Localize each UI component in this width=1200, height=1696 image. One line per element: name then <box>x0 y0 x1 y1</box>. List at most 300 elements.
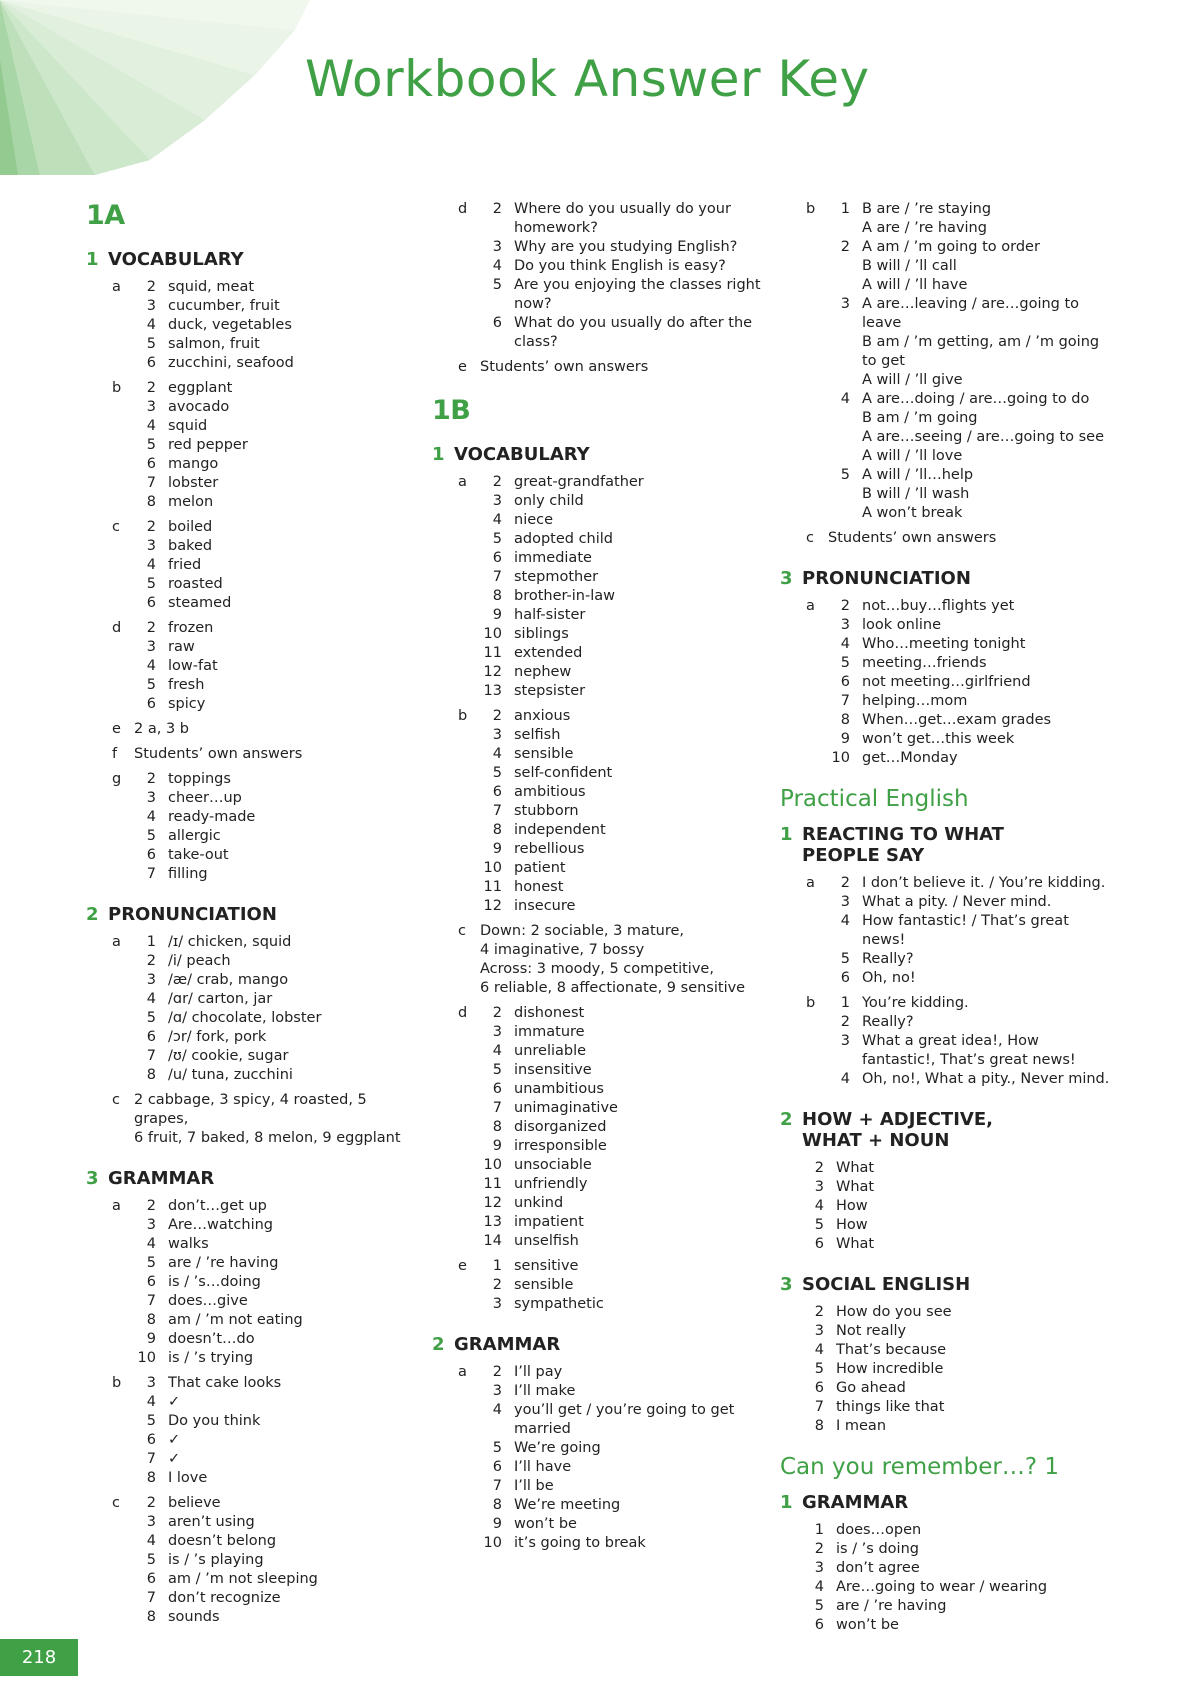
answer-text: fresh <box>168 677 205 693</box>
answer-item <box>134 1235 416 1254</box>
answer-number: 1 <box>146 934 156 950</box>
answer-item <box>802 1578 1110 1597</box>
answer-number: 6 <box>492 1081 502 1097</box>
answer-number: 3 <box>492 239 502 255</box>
answer-text: I mean <box>836 1418 887 1434</box>
exercise-letter: a <box>806 598 815 614</box>
answer-number: 1 <box>840 201 850 217</box>
answer-item <box>802 1216 1110 1235</box>
answer-number: 3 <box>840 617 850 633</box>
answer-item <box>480 707 762 726</box>
answer-number: 4 <box>146 557 156 573</box>
answer-number: 8 <box>146 1609 156 1625</box>
answer-text: fried <box>168 557 202 573</box>
answer-item <box>480 682 762 701</box>
answer-text: honest <box>514 879 564 895</box>
exercise-letter: c <box>112 1092 120 1108</box>
exercise-block <box>86 379 416 512</box>
answer-item <box>828 654 1110 673</box>
answer-item <box>480 1515 762 1534</box>
answer-text: sensitive <box>514 1258 579 1274</box>
answer-item <box>480 473 762 492</box>
exercise-block <box>780 529 1110 548</box>
answer-text: toppings <box>168 771 231 787</box>
answer-number: 6 <box>146 696 156 712</box>
answer-list <box>480 1004 762 1251</box>
answer-text: Students’ own answers <box>480 359 649 375</box>
answer-item <box>480 358 762 377</box>
answer-text: I’ll have <box>514 1459 572 1475</box>
answer-list <box>134 518 416 613</box>
section-label: GRAMMAR <box>108 1168 215 1189</box>
answer-text: Go ahead <box>836 1380 906 1396</box>
section-label: SOCIAL ENGLISH <box>802 1274 971 1295</box>
answer-number: 6 <box>146 847 156 863</box>
answer-item <box>802 1159 1110 1178</box>
section-label: PRONUNCIATION <box>802 568 971 589</box>
answer-item <box>480 1401 762 1439</box>
answer-number: 1 <box>840 995 850 1011</box>
answer-item <box>134 720 416 739</box>
answer-text: sympathetic <box>514 1296 604 1312</box>
answer-text: meeting…friends <box>862 655 987 671</box>
answer-item <box>802 1521 1110 1540</box>
exercise-letter: a <box>112 1198 121 1214</box>
section-label: VOCABULARY <box>108 249 244 270</box>
answer-text: ready-made <box>168 809 256 825</box>
answer-item <box>480 587 762 606</box>
answer-text: Oh, no! <box>862 970 916 986</box>
answer-list <box>828 200 1110 523</box>
answer-item <box>134 1431 416 1450</box>
answer-number: 8 <box>146 1312 156 1328</box>
section-heading <box>780 568 1110 589</box>
answer-text: /ɪ/ chicken, squid <box>168 934 292 950</box>
answer-text: Not really <box>836 1323 907 1339</box>
answer-text: A are…doing / are…going to do B am / ’m going A are…seeing / are…going to see A will / ’ll love <box>862 391 1105 464</box>
answer-text: I’ll make <box>514 1383 576 1399</box>
answer-number: 6 <box>146 1432 156 1448</box>
exercise-letter: b <box>458 708 468 724</box>
answer-number: 6 <box>840 674 850 690</box>
exercise-letter: b <box>112 380 122 396</box>
answer-list <box>480 200 762 352</box>
answer-item <box>480 859 762 878</box>
answer-list <box>134 1197 416 1368</box>
section-number: 2 <box>432 1334 445 1355</box>
exercise-letter: e <box>112 721 121 737</box>
answer-item <box>134 789 416 808</box>
answer-number: 5 <box>146 677 156 693</box>
answer-text: How <box>836 1198 868 1214</box>
answer-number: 2 <box>814 1160 824 1176</box>
answer-number: 10 <box>483 860 502 876</box>
page-number: 218 <box>0 1639 78 1676</box>
answer-number: 3 <box>146 399 156 415</box>
section-label: PRONUNCIATION <box>108 904 277 925</box>
answer-item <box>828 597 1110 616</box>
answer-text: get…Monday <box>862 750 958 766</box>
answer-number: 7 <box>840 693 850 709</box>
answer-text: self-confident <box>514 765 613 781</box>
answer-text: low-fat <box>168 658 218 674</box>
answer-column-3 <box>780 200 1110 1641</box>
answer-item <box>134 1513 416 1532</box>
answer-item <box>480 530 762 549</box>
answer-number: 10 <box>137 1350 156 1366</box>
answer-number: 8 <box>492 822 502 838</box>
exercise-block <box>86 619 416 714</box>
answer-number: 4 <box>146 1394 156 1410</box>
answer-number: 2 <box>492 201 502 217</box>
exercise-block <box>780 1159 1110 1254</box>
answer-text: Do you think <box>168 1413 261 1429</box>
answer-number: 6 <box>146 1571 156 1587</box>
answer-text: stepmother <box>514 569 599 585</box>
answer-text: What <box>836 1160 875 1176</box>
answer-number: 7 <box>492 1478 502 1494</box>
answer-text: insecure <box>514 898 576 914</box>
answer-number: 8 <box>146 494 156 510</box>
answer-number: 1 <box>492 1258 502 1274</box>
section-number: 2 <box>86 904 99 925</box>
answer-item <box>134 1091 416 1148</box>
green-section-heading: Practical English <box>780 786 969 812</box>
answer-item <box>828 466 1110 523</box>
answer-number: 3 <box>492 1383 502 1399</box>
answer-number: 8 <box>492 1119 502 1135</box>
answer-item <box>134 297 416 316</box>
answer-number: 2 <box>146 771 156 787</box>
answer-text: is / ’s…doing <box>168 1274 261 1290</box>
answer-number: 6 <box>492 784 502 800</box>
answer-item <box>480 726 762 745</box>
answer-number: 3 <box>840 1033 850 1049</box>
answer-number: 4 <box>492 746 502 762</box>
answer-number: 3 <box>492 493 502 509</box>
answer-item <box>828 529 1110 548</box>
answer-list <box>134 933 416 1085</box>
answer-item <box>134 846 416 865</box>
answer-item <box>828 295 1110 390</box>
answer-list <box>134 720 416 739</box>
answer-text: don’t agree <box>836 1560 920 1576</box>
section-number: 3 <box>86 1168 99 1189</box>
answer-item <box>480 644 762 663</box>
answer-text: doesn’t…do <box>168 1331 255 1347</box>
exercise-block <box>432 1257 762 1314</box>
answer-number: 12 <box>483 664 502 680</box>
answer-list <box>134 1374 416 1488</box>
exercise-letter: c <box>458 923 466 939</box>
exercise-letter: e <box>458 359 467 375</box>
answer-number: 5 <box>840 467 850 483</box>
answer-text: don’t…get up <box>168 1198 267 1214</box>
answer-number: 2 <box>492 474 502 490</box>
answer-item <box>134 1292 416 1311</box>
answer-item <box>480 1477 762 1496</box>
section-heading <box>780 824 1110 866</box>
answer-number: 2 <box>814 1541 824 1557</box>
answer-text: not meeting…girlfriend <box>862 674 1031 690</box>
answer-text: mango <box>168 456 219 472</box>
exercise-letter: b <box>806 201 816 217</box>
answer-item <box>134 1393 416 1412</box>
answer-text: only child <box>514 493 584 509</box>
answer-item <box>134 537 416 556</box>
answer-text: filling <box>168 866 208 882</box>
answer-text: Students’ own answers <box>828 530 997 546</box>
exercise-block <box>432 200 762 352</box>
answer-text: selfish <box>514 727 561 743</box>
section-heading <box>780 1274 1110 1295</box>
answer-list <box>134 1494 416 1627</box>
answer-number: 7 <box>492 1100 502 1116</box>
answer-item <box>480 1496 762 1515</box>
exercise-block <box>780 874 1110 988</box>
answer-number: 3 <box>814 1323 824 1339</box>
section-number: 3 <box>780 568 793 589</box>
answer-text: not…buy…flights yet <box>862 598 1015 614</box>
answer-number: 3 <box>146 1375 156 1391</box>
answer-text: unsociable <box>514 1157 592 1173</box>
answer-item <box>134 1028 416 1047</box>
answer-text: niece <box>514 512 554 528</box>
answer-text: is / ’s doing <box>836 1541 919 1557</box>
answer-number: 7 <box>146 1048 156 1064</box>
answer-column-1 <box>86 200 416 1633</box>
answer-item <box>480 1276 762 1295</box>
answer-item <box>134 455 416 474</box>
answer-item <box>828 893 1110 912</box>
section-heading <box>780 1492 1110 1513</box>
answer-text: unkind <box>514 1195 564 1211</box>
exercise-block <box>86 1197 416 1368</box>
answer-item <box>134 990 416 1009</box>
section-number: 3 <box>780 1274 793 1295</box>
section-label: HOW + ADJECTIVE, WHAT + NOUN <box>802 1109 993 1151</box>
answer-item <box>134 827 416 846</box>
answer-text: am / ’m not eating <box>168 1312 303 1328</box>
answer-number: 5 <box>492 1062 502 1078</box>
answer-text: Oh, no!, What a pity., Never mind. <box>862 1071 1110 1087</box>
answer-item <box>480 625 762 644</box>
answer-item <box>134 1608 416 1627</box>
answer-number: 5 <box>840 655 850 671</box>
answer-item <box>480 897 762 916</box>
answer-number: 3 <box>146 790 156 806</box>
answer-item <box>134 1273 416 1292</box>
answer-item <box>480 1363 762 1382</box>
answer-number: 6 <box>146 1029 156 1045</box>
answer-number: 8 <box>146 1470 156 1486</box>
answer-number: 5 <box>146 576 156 592</box>
section-heading <box>86 904 416 925</box>
answer-item <box>134 417 416 436</box>
answer-text: won’t be <box>836 1617 899 1633</box>
answer-item <box>134 952 416 971</box>
answer-text: I don’t believe it. / You’re kidding. <box>862 875 1106 891</box>
section-number: 1 <box>86 249 99 270</box>
answer-list <box>480 1257 762 1314</box>
answer-number: 6 <box>492 315 502 331</box>
answer-text: frozen <box>168 620 214 636</box>
answer-number: 4 <box>146 991 156 1007</box>
answer-item <box>134 865 416 884</box>
answer-text: immature <box>514 1024 585 1040</box>
answer-item <box>134 676 416 695</box>
answer-item <box>480 783 762 802</box>
answer-text: won’t be <box>514 1516 577 1532</box>
section-number: 1 <box>780 824 793 845</box>
answer-text: Really? <box>862 951 914 967</box>
answer-number: 3 <box>146 298 156 314</box>
exercise-letter: a <box>112 279 121 295</box>
answer-number: 6 <box>814 1380 824 1396</box>
answer-text: does…open <box>836 1522 922 1538</box>
answer-list <box>828 994 1110 1089</box>
answer-number: 7 <box>146 1590 156 1606</box>
answer-number: 2 <box>146 519 156 535</box>
answer-item <box>134 354 416 373</box>
answer-item <box>134 1551 416 1570</box>
answer-number: 5 <box>840 951 850 967</box>
answer-item <box>802 1197 1110 1216</box>
answer-text: We’re meeting <box>514 1497 621 1513</box>
page-title: Workbook Answer Key <box>305 50 870 108</box>
answer-number: 8 <box>492 588 502 604</box>
answer-text: sounds <box>168 1609 220 1625</box>
answer-list <box>802 1521 1110 1635</box>
answer-list <box>828 597 1110 768</box>
answer-text: doesn’t belong <box>168 1533 277 1549</box>
answer-item <box>134 398 416 417</box>
answer-text: impatient <box>514 1214 584 1230</box>
answer-text: baked <box>168 538 213 554</box>
answer-number: 2 <box>492 1277 502 1293</box>
answer-item <box>134 1412 416 1431</box>
answer-number: 2 <box>146 1495 156 1511</box>
exercise-block <box>780 1303 1110 1436</box>
answer-item <box>134 745 416 764</box>
answer-list <box>828 529 1110 548</box>
answer-text: siblings <box>514 626 569 642</box>
answer-text: is / ’s playing <box>168 1552 264 1568</box>
answer-number: 13 <box>483 1214 502 1230</box>
section-heading <box>86 1168 416 1189</box>
answer-number: 2 <box>840 1014 850 1030</box>
answer-text: sensible <box>514 746 574 762</box>
answer-text: is / ’s trying <box>168 1350 254 1366</box>
answer-item <box>134 1532 416 1551</box>
answer-item <box>134 379 416 398</box>
answer-item <box>134 474 416 493</box>
answer-number: 2 <box>146 620 156 636</box>
answer-text: brother-in-law <box>514 588 616 604</box>
answer-item <box>134 1589 416 1608</box>
answer-item <box>480 840 762 859</box>
answer-number: 7 <box>814 1399 824 1415</box>
answer-number: 3 <box>146 972 156 988</box>
answer-text: take-out <box>168 847 229 863</box>
answer-item <box>828 994 1110 1013</box>
answer-number: 7 <box>492 569 502 585</box>
answer-list <box>134 379 416 512</box>
answer-text: dishonest <box>514 1005 585 1021</box>
answer-item <box>134 316 416 335</box>
answer-item <box>480 1118 762 1137</box>
answer-item <box>802 1540 1110 1559</box>
answer-text: How do you see <box>836 1304 952 1320</box>
answer-item <box>480 1061 762 1080</box>
answer-item <box>134 436 416 455</box>
answer-list <box>480 358 762 377</box>
exercise-letter: a <box>112 934 121 950</box>
answer-item <box>480 1156 762 1175</box>
answer-text: don’t recognize <box>168 1590 281 1606</box>
answer-item <box>480 1080 762 1099</box>
answer-text: anxious <box>514 708 571 724</box>
answer-number: 10 <box>483 1157 502 1173</box>
answer-number: 5 <box>492 277 502 293</box>
answer-list <box>828 874 1110 988</box>
answer-number: 12 <box>483 898 502 914</box>
answer-number: 11 <box>483 879 502 895</box>
exercise-letter: a <box>806 875 815 891</box>
answer-number: 4 <box>146 658 156 674</box>
answer-number: 5 <box>146 1413 156 1429</box>
answer-text: What <box>836 1179 875 1195</box>
answer-text: /ʊ/ cookie, sugar <box>168 1048 289 1064</box>
answer-text: duck, vegetables <box>168 317 292 333</box>
answer-number: 6 <box>492 550 502 566</box>
answer-number: 7 <box>146 475 156 491</box>
answer-item <box>480 257 762 276</box>
answer-item <box>480 1004 762 1023</box>
exercise-block <box>86 1374 416 1488</box>
answer-item <box>480 1257 762 1276</box>
answer-item <box>828 749 1110 768</box>
answer-text: zucchini, seafood <box>168 355 294 371</box>
answer-list <box>802 1303 1110 1436</box>
answer-item <box>480 922 762 998</box>
answer-number: 6 <box>146 456 156 472</box>
answer-item <box>802 1235 1110 1254</box>
answer-number: 4 <box>146 418 156 434</box>
answer-number: 6 <box>492 1459 502 1475</box>
answer-column-2 <box>432 200 762 1559</box>
answer-text: Why are you studying English? <box>514 239 738 255</box>
answer-text: insensitive <box>514 1062 592 1078</box>
answer-item <box>134 1216 416 1235</box>
answer-item <box>134 971 416 990</box>
answer-number: 4 <box>814 1342 824 1358</box>
answer-item <box>802 1379 1110 1398</box>
answer-number: 5 <box>814 1217 824 1233</box>
answer-item <box>480 314 762 352</box>
answer-number: 5 <box>492 1440 502 1456</box>
exercise-block <box>780 1521 1110 1635</box>
answer-number: 4 <box>840 913 850 929</box>
answer-list <box>134 1091 416 1148</box>
answer-item <box>480 238 762 257</box>
answer-item <box>802 1616 1110 1635</box>
answer-item <box>828 969 1110 988</box>
section-heading <box>432 1334 762 1355</box>
answer-text: /i/ peach <box>168 953 231 969</box>
answer-number: 12 <box>483 1195 502 1211</box>
answer-text: 2 cabbage, 3 spicy, 4 roasted, 5 grapes, 6 fruit, 7 baked, 8 melon, 9 eggplant <box>134 1092 401 1146</box>
